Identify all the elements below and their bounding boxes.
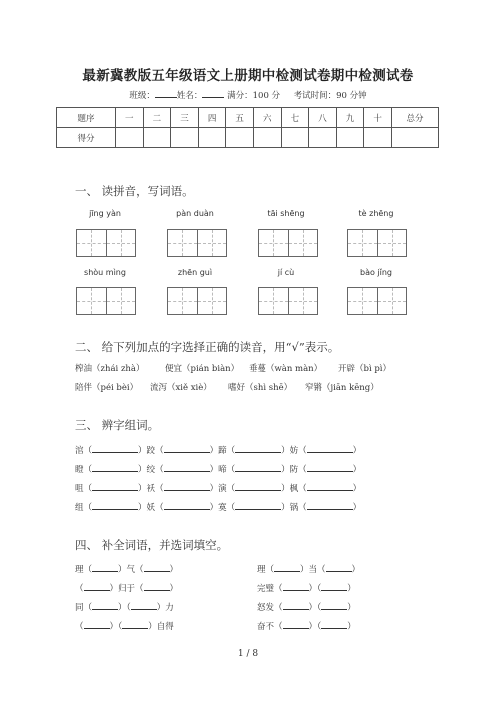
answer-blank[interactable] [307, 482, 353, 491]
answer-blank[interactable] [274, 563, 300, 572]
score-cell[interactable] [171, 128, 199, 148]
idiom-text: 完璧（ [257, 584, 283, 594]
header-cell: 一 [116, 108, 144, 128]
header-cell: 八 [309, 108, 337, 128]
full-score: 满分：100 分 [227, 91, 281, 101]
header-cell: 七 [281, 108, 309, 128]
answer-blank[interactable] [164, 463, 210, 472]
word-row: 瞪（ ）绞（ ）啼（ ）防（ ） [75, 465, 362, 475]
idiom-right [257, 620, 356, 632]
answer-blank[interactable] [92, 563, 118, 572]
pinyin-label: tè zhēng [358, 209, 394, 218]
score-header-row [57, 108, 439, 128]
idiom-text: ）当（ [300, 565, 326, 575]
answer-blank[interactable] [92, 501, 138, 510]
pinyin-label: shòu mìng [84, 268, 126, 277]
idiom-text: 理（ [257, 565, 275, 575]
idiom-text: 奋不（ [257, 622, 283, 632]
answer-blank[interactable] [321, 601, 347, 610]
idiom-text: ） [347, 622, 356, 632]
section2-heading: 二、 给下列加点的字选择正确的读音，用“√”表示。 [75, 340, 340, 354]
score-cell[interactable] [336, 128, 364, 148]
answer-blank[interactable] [235, 444, 281, 453]
writing-grid[interactable] [76, 229, 136, 257]
section1-heading: 一、 读拼音，写词语。 [75, 184, 194, 198]
answer-blank[interactable] [131, 601, 157, 610]
answer-blank[interactable] [164, 501, 210, 510]
answer-blank[interactable] [321, 620, 347, 629]
idiom-text: ）自得 [148, 622, 174, 632]
idiom-left [75, 620, 174, 632]
pinyin-label: pàn duàn [176, 209, 214, 218]
answer-blank[interactable] [92, 482, 138, 491]
answer-blank[interactable] [235, 501, 281, 510]
section3-heading: 三、 辨字组词。 [75, 418, 160, 432]
header-cell: 六 [253, 108, 281, 128]
header-cell: 九 [336, 108, 364, 128]
idiom-left [75, 582, 178, 594]
header-cell: 总分 [392, 108, 439, 128]
reading-option[interactable]: 便宜（pián biàn） [165, 364, 240, 374]
idiom-text: ） [169, 565, 179, 575]
score-cell[interactable] [281, 128, 309, 148]
score-cell[interactable] [364, 128, 392, 148]
char: 锅 [289, 503, 299, 513]
idiom-text: 同（ [75, 603, 93, 613]
idiom-text: ）（ [109, 622, 123, 632]
pinyin-label: jí cù [277, 268, 295, 277]
reading-option[interactable]: 榨油（zhái zhà） [75, 364, 145, 374]
name-blank[interactable] [202, 89, 224, 98]
char: 演 [218, 484, 227, 494]
header-cell: 五 [226, 108, 254, 128]
reading-option[interactable]: 垂蔓（wàn màn） [249, 364, 323, 374]
idiom-text: ）（ [308, 603, 322, 613]
score-row-label: 得分 [57, 128, 116, 148]
idiom-text: ）（ [308, 622, 322, 632]
score-row [57, 128, 439, 148]
answer-blank[interactable] [164, 444, 210, 453]
idiom-text: ） [169, 584, 179, 594]
writing-grid[interactable] [76, 287, 136, 315]
idiom-text: 理（ [75, 565, 93, 575]
answer-blank[interactable] [164, 482, 210, 491]
char: 蹄 [218, 446, 227, 456]
idiom-right [257, 563, 360, 575]
answer-blank[interactable] [235, 482, 281, 491]
section4-heading: 四、 补全词语，并选词填空。 [75, 538, 229, 552]
class-blank[interactable] [155, 89, 177, 98]
reading-option[interactable]: 流泻（xiě xiè） [150, 383, 212, 393]
char: 咀 [75, 484, 84, 494]
pinyin-label: jīng yàn [89, 209, 121, 218]
answer-blank[interactable] [84, 620, 110, 629]
char: 绞 [146, 465, 156, 475]
char: 组 [75, 503, 84, 513]
idiom-text: （ [75, 622, 84, 632]
answer-blank[interactable] [122, 620, 148, 629]
page-number: 1 / 8 [237, 649, 259, 659]
writing-grid[interactable] [167, 287, 227, 315]
writing-grid[interactable] [167, 229, 227, 257]
char: 枫 [289, 484, 299, 494]
exam-time: 考试时间：90 分钟 [293, 91, 367, 101]
score-cell[interactable] [253, 128, 281, 148]
answer-blank[interactable] [321, 582, 347, 591]
word-row: 涫（ ）跤（ ）蹄（ ）妨（ ） [75, 446, 362, 456]
char: 啼 [218, 465, 227, 475]
score-cell[interactable] [143, 128, 171, 148]
idiom-text: ）（ [308, 584, 322, 594]
score-cell[interactable] [198, 128, 226, 148]
char: 涫 [75, 446, 84, 456]
answer-blank[interactable] [235, 463, 281, 472]
writing-grid[interactable] [258, 287, 318, 315]
header-cell: 题序 [57, 108, 116, 128]
header-cell: 二 [143, 108, 171, 128]
answer-blank[interactable] [144, 563, 170, 572]
answer-blank[interactable] [144, 582, 170, 591]
pinyin-label: zhēn guì [177, 268, 213, 277]
answer-blank[interactable] [283, 601, 309, 610]
answer-blank[interactable] [84, 582, 110, 591]
reading-option[interactable]: 开辟（bì pì） [338, 364, 392, 374]
answer-blank[interactable] [92, 444, 138, 453]
idiom-right [257, 582, 356, 594]
answer-blank[interactable] [92, 463, 138, 472]
score-cell[interactable] [116, 128, 144, 148]
char: 瞪 [75, 465, 84, 475]
score-cell[interactable] [309, 128, 337, 148]
exam-info [0, 89, 496, 101]
reading-option[interactable]: 窄锵（jiān kēng） [305, 383, 379, 393]
writing-grid[interactable] [347, 229, 407, 257]
answer-blank[interactable] [307, 501, 353, 510]
answer-blank[interactable] [307, 444, 353, 453]
answer-blank[interactable] [307, 463, 353, 472]
idiom-text: ）力 [156, 603, 174, 613]
score-cell[interactable] [226, 128, 254, 148]
idiom-left [75, 601, 174, 613]
header-cell: 四 [198, 108, 226, 128]
idiom-text: ）（ [118, 603, 131, 613]
word-row: 组（ ）妖（ ）寞（ ）锅（ ） [75, 503, 362, 513]
idiom-left [75, 563, 178, 575]
idiom-text: ） [351, 565, 361, 575]
pinyin-label: bào jǐng [359, 268, 392, 277]
answer-blank[interactable] [92, 601, 118, 610]
class-label: 班级： [129, 91, 155, 101]
score-cell[interactable] [392, 128, 439, 148]
score-table [56, 107, 439, 148]
char: 妨 [289, 446, 299, 456]
name-label: 姓名： [176, 91, 203, 101]
char: 袄 [146, 484, 156, 494]
answer-blank[interactable] [283, 582, 309, 591]
writing-grid[interactable] [258, 229, 318, 257]
page-title: 最新冀教版五年级语文上册期中检测试卷期中检测试卷 [82, 68, 414, 84]
idiom-text: ） [347, 584, 356, 594]
word-row: 咀（ ）袄（ ）演（ ）枫（ ） [75, 484, 362, 494]
idiom-text: （ [75, 584, 84, 594]
char: 寞 [218, 503, 227, 513]
pinyin-label: tāi shēng [267, 209, 305, 218]
answer-blank[interactable] [283, 620, 309, 629]
char: 妖 [146, 503, 156, 513]
char: 跤 [146, 446, 156, 456]
header-cell: 十 [364, 108, 392, 128]
header-cell: 三 [171, 108, 199, 128]
writing-grid[interactable] [347, 287, 407, 315]
idiom-right [257, 601, 356, 613]
idiom-text: 怒发（ [257, 603, 283, 613]
char: 防 [289, 465, 299, 475]
reading-option[interactable]: 陪伴（péi bèi） [75, 383, 139, 393]
idiom-text: ）归于（ [109, 584, 144, 594]
reading-option[interactable]: 嗜好（shì shē） [228, 383, 293, 393]
idiom-text: ） [347, 603, 356, 613]
answer-blank[interactable] [326, 563, 352, 572]
idiom-text: ）气（ [118, 565, 144, 575]
